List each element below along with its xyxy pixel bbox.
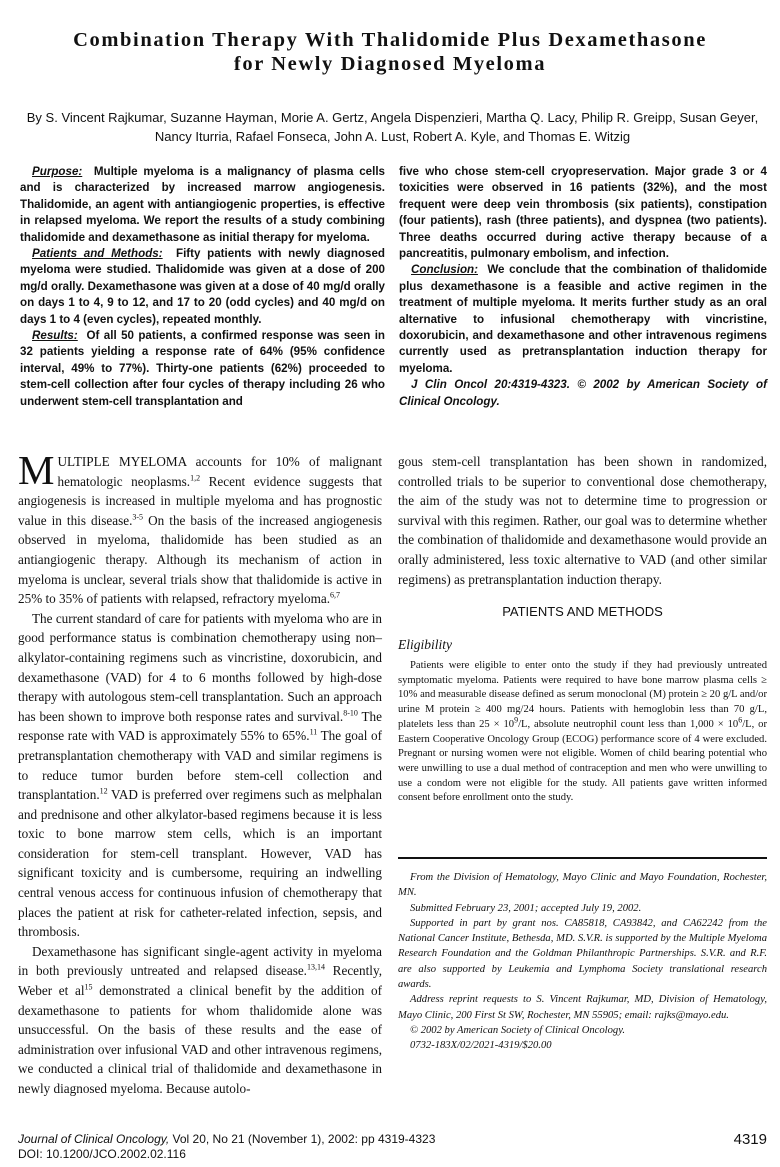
- reference-superscript: 9: [514, 715, 519, 725]
- doi: DOI: 10.1200/JCO.2002.02.116: [18, 1147, 186, 1161]
- body-paragraph: [18, 609, 382, 942]
- reference-superscript: 8-10: [343, 708, 358, 718]
- text-segment: VAD is preferred over regimens such as melphalan and prednisone and other alkylator-based regimens because it is less toxic to bone marrow stem cells, which is an important consideration for stem-cell transplant. However, VAD has significant toxicity and is cumbersome, requiring an indwelling central venous access for continuous infusion of chemotherapy that places the patient at risk for catheter-related infection, sepsis, and thrombosis.: [18, 787, 382, 940]
- authors-line-2: Nancy Iturria, Rafael Fonseca, John A. Lust, Robert A. Kyle, and Thomas E. Witzig: [154, 129, 631, 144]
- title-line-1: Combination Therapy With Thalidomide Plus Dexamethasone: [73, 29, 707, 51]
- eligibility-paragraph: [398, 659, 767, 806]
- eligibility-text: [398, 659, 767, 806]
- subsection-heading: Eligibility: [398, 637, 452, 652]
- text-segment: Dexamethasone has significant single-agent activity in myeloma in both previously untreated and relapsed disease.: [18, 943, 382, 979]
- text-segment: The response rate with VAD is approximately 55% to 65%.: [18, 708, 383, 744]
- lead-caps: ULTIPLE MYELOMA: [57, 454, 187, 469]
- methods-label: Patients and Methods:: [32, 247, 163, 261]
- footnotes: [398, 870, 767, 1054]
- page-number: 4319: [733, 1131, 767, 1148]
- text-segment: The goal of pretransplantation chemotherapy with VAD and similar regimens is to reduce tumor burden before stem-cell collection and transplantation.: [18, 728, 382, 803]
- section-heading: PATIENTS AND METHODS: [502, 604, 663, 619]
- abstract-left-column: [20, 164, 385, 410]
- reference-superscript: 12: [99, 786, 108, 796]
- journal-issue: Vol 20, No 21 (November 1), 2002: pp 4319-4323: [169, 1132, 436, 1146]
- abstract-methods: [20, 246, 385, 328]
- text-segment: The current standard of care for patients with myeloma who are in good performance status is combination chemotherapy using non–alkylator-containing regimens such as vincristine, doxorubicin, and dexamethasone (VAD) for 4 to 6 months followed by high-dose therapy with autologous stem-cell transplantation. Such an approach has been shown to improve both response rates and survival.: [18, 610, 382, 724]
- reference-superscript: 11: [309, 727, 318, 737]
- text-segment: accounts for 10% of malignant hematologic neoplasms.: [57, 454, 382, 489]
- purpose-text: Multiple myeloma is a malignancy of plasma cells and is characterized by increased marrow angiogenesis. Thalidomide, an agent with antiangiogenic properties, is effective in relapsed myeloma. We report the results of a study combining thalidomide and dexamethasone as initial therapy for myeloma.: [20, 165, 385, 244]
- text-segment: /L, absolute neutrophil count less than 1,000 × 10: [518, 718, 739, 730]
- footnote-reprints: Address reprint requests to S. Vincent Rajkumar, MD, Division of Hematology, Mayo Clinic, 200 First St SW, Rochester, MN 55905; email: rajks@mayo.edu.: [398, 994, 767, 1021]
- reference-superscript: 3-5: [132, 512, 144, 522]
- journal-name: Journal of Clinical Oncology,: [18, 1132, 170, 1146]
- drop-cap: M: [18, 447, 55, 493]
- text-segment: On the basis of the increased angiogenesis observed in myeloma, thalidomide has been studied as an antiangiogenic therapy. Although its mechanism of action in myeloma is unclear, several trials show that thalidomide is active in 25% to 35% of patients with relapsed, refractory myeloma.: [18, 512, 382, 607]
- text-segment: Recent evidence suggests that angiogenesis is increased in multiple myeloma and has prognostic value in this disease.: [18, 473, 382, 528]
- text-segment: demonstrated a clinical benefit by the addition of dexamethasone to patients for whom thalidomide alone was unsuccessful. On the basis of these results and the ease of administration over infusional VAD and other intravenous regimens, we conducted a clinical trial of thalidomide and dexamethasone in newly diagnosed myeloma. Because autolo-: [18, 983, 382, 1096]
- footnote-divider: [398, 857, 767, 859]
- footnote-dates: Submitted February 23, 2001; accepted July 19, 2002.: [410, 902, 642, 914]
- abstract-right-column: [399, 164, 767, 410]
- footnote-copyright: © 2002 by American Society of Clinical Oncology.: [410, 1024, 625, 1036]
- results-text: Of all 50 patients, a confirmed response was seen in 32 patients yielding a response rate of 64% (95% confidence interval, 49% to 77%). Thirty-one patients (62%) proceeded to stem-cell collection after four cycles of therapy including 26 who underwent stem-cell transplantation and: [20, 329, 385, 408]
- reference-superscript: 15: [84, 982, 93, 992]
- body-paragraph: gous stem-cell transplantation has been shown in randomized, controlled trials to be superior to conventional dose chemotherapy, the aim of the study was not to determine time to progression or survival with this regimen. Rather, our goal was to determine whether the combination of thalidomide and dexamethasone would provide an orally administered, less toxic alternative to VAD (and other similar regimens) as pretransplantation induction therapy.: [398, 454, 767, 587]
- article-title: [0, 28, 780, 76]
- footnote-affiliation: From the Division of Hematology, Mayo Clinic and Mayo Foundation, Rochester, MN.: [398, 872, 767, 899]
- abstract-purpose: [20, 164, 385, 246]
- title-line-2: for Newly Diagnosed Myeloma: [233, 53, 547, 75]
- body-left-column: [18, 447, 383, 1099]
- methods-text: Fifty patients with newly diagnosed myeloma were studied. Thalidomide was given at a dose of 200 mg/d orally. Dexamethasone was given at a dose of 40 mg/d orally on days 1 to 4, 9 to 12, and 17 to 20 (odd cycles) and 40 mg/d on days 1 to 4 (even cycles), repeated monthly.: [20, 247, 386, 326]
- abstract-conclusion: [399, 262, 767, 377]
- authors-line-1: By S. Vincent Rajkumar, Suzanne Hayman, Morie A. Gertz, Angela Dispenzieri, Martha Q. Lacy, Philip R. Greipp, Susan Geyer,: [26, 110, 759, 125]
- body-paragraph: [18, 942, 382, 1099]
- author-list: [20, 108, 765, 146]
- reference-superscript: 13,14: [306, 963, 325, 973]
- abstract-results: [20, 328, 385, 410]
- results-label: Results:: [32, 329, 78, 343]
- purpose-label: Purpose:: [32, 165, 83, 178]
- reference-superscript: 1,2: [190, 473, 201, 483]
- body-right-column: [398, 452, 767, 589]
- abstract-results-cont: five who chose stem-cell cryopreservation. Major grade 3 or 4 toxicities were observed in 16 patients (32%), and the most frequent were deep vein thrombosis (six patients), constipation (four patients), rash (three patients), and dyspnea (two patients). Three deaths occurred during active therapy because of a pancreatitis, pulmonary embolism, and infection.: [399, 165, 767, 261]
- footnote-funding: Supported in part by grant nos. CA85818, CA93842, and CA62242 from the National Cancer Institute, Bethesda, MD. S.V.R. is supported by the Multiple Myeloma Research Foundation and the Goldman Philanthropic Partnerships. S.V.R. and R.F. are also supported by Leukemia and Lymphoma Society translational research awards.: [398, 917, 767, 991]
- footnote-issn: 0732-183X/02/2021-4319/$20.00: [410, 1040, 552, 1052]
- reference-superscript: 6,7: [330, 590, 341, 600]
- page-footer: [18, 1132, 435, 1162]
- text-segment: Recently, Weber et al: [18, 963, 382, 999]
- reference-superscript: 6: [738, 715, 743, 725]
- journal-reference: [18, 1132, 435, 1147]
- conclusion-text: We conclude that the combination of thalidomide plus dexamethasone is a feasible and active regimen in the treatment of multiple myeloma. It merits further study as an oral alternative to infusional chemotherapy with vincristine, doxorubicin, and dexamethasone and other intravenous regimens currently used as pretransplantation induction therapy for myeloma.: [399, 263, 767, 375]
- body-paragraph: [18, 447, 382, 609]
- text-segment: /L, or Eastern Cooperative Oncology Group (ECOG) performance score of 4 were excluded. Pregnant or nursing women were not eligible. Women of child bearing potential who were unwilling to use a dual method of contraception and men who were unwilling to use a condom were not eligible for the study. All patients gave written informed consent before enrollment onto the study.: [398, 718, 767, 804]
- abstract-citation: J Clin Oncol 20:4319-4323. © 2002 by American Society of Clinical Oncology.: [399, 378, 767, 408]
- text-segment: Patients were eligible to enter onto the study if they had previously untreated symptomatic myeloma. Patients were required to have bone marrow plasma cells ≥ 10% and measurable disease defined as serum monoclonal (M) protein ≥ 20 g/L and/or urine M protein ≥ 400 mg/24 hours. Patients with hemoglobin less than 70 g/L, platelets less than 25 × 10: [398, 660, 767, 730]
- conclusion-label: Conclusion:: [411, 263, 478, 277]
